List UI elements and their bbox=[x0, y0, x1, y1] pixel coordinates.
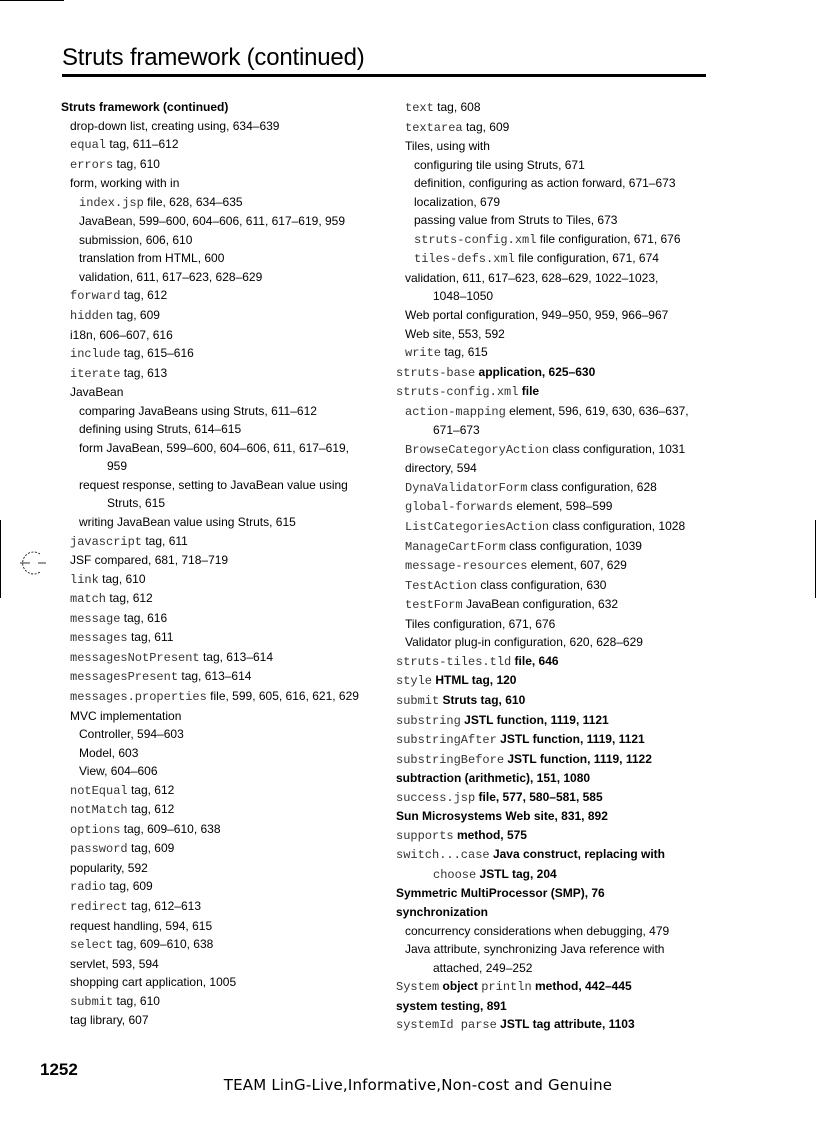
entry-text: method, 575 bbox=[453, 827, 527, 842]
entry-text: tag, 612 bbox=[106, 591, 153, 606]
code-term: iterate bbox=[70, 366, 121, 381]
entry-text: tag, 609 bbox=[113, 308, 160, 323]
entry-text: Java attribute, synchronizing Java reference with bbox=[405, 942, 665, 957]
entry-text: request response, setting to JavaBean value using bbox=[79, 477, 348, 492]
code-term: substringAfter bbox=[396, 733, 497, 748]
entry-text: popularity, 592 bbox=[70, 860, 148, 875]
entry-text: Validator plug-in configuration, 620, 628–629 bbox=[405, 635, 643, 650]
entry-text: tag, 611 bbox=[127, 630, 174, 645]
entry-text: submission, 606, 610 bbox=[79, 232, 193, 247]
code-term: link bbox=[70, 572, 99, 587]
index-entry bbox=[396, 691, 726, 711]
index-entry bbox=[396, 711, 726, 731]
index-entry bbox=[61, 667, 373, 687]
index-entry bbox=[61, 589, 373, 609]
index-entry bbox=[61, 135, 373, 155]
index-entry bbox=[396, 230, 726, 250]
entry-text: class configuration, 1031 bbox=[549, 441, 686, 456]
index-entry bbox=[396, 556, 726, 576]
code-term: submit bbox=[396, 693, 440, 708]
entry-text: subtraction (arithmetic), 151, 1080 bbox=[396, 771, 591, 786]
entry-text: JSTL tag, 204 bbox=[476, 866, 557, 881]
entry-text: tag, 612–613 bbox=[127, 898, 202, 913]
index-entry bbox=[61, 494, 373, 513]
entry-text: Sun Microsystems Web site, 831, 892 bbox=[396, 809, 608, 824]
entry-text: tag, 609–610, 638 bbox=[113, 937, 214, 952]
index-entry bbox=[396, 211, 726, 230]
entry-text: Tiles configuration, 671, 676 bbox=[405, 616, 556, 631]
entry-text: JSTL tag attribute, 1103 bbox=[496, 1017, 635, 1032]
code-term: substring bbox=[396, 713, 461, 728]
code-term: password bbox=[70, 842, 128, 857]
code-term: TestAction bbox=[405, 578, 478, 593]
entry-text: validation, 611, 617–623, 628–629 bbox=[79, 269, 263, 284]
index-entry bbox=[61, 326, 373, 345]
code-term: ListCategoriesAction bbox=[405, 520, 550, 535]
index-entry bbox=[396, 118, 726, 138]
index-entry bbox=[396, 174, 726, 193]
index-column-right bbox=[396, 98, 726, 1035]
index-entry bbox=[396, 325, 726, 344]
index-entry bbox=[61, 570, 373, 590]
entry-text: tag, 613–614 bbox=[199, 649, 274, 664]
code-term: struts-tiles.tld bbox=[396, 654, 512, 669]
index-entry bbox=[61, 707, 373, 726]
index-entry bbox=[61, 859, 373, 878]
index-entry bbox=[61, 744, 373, 763]
entry-text: shopping cart application, 1005 bbox=[70, 975, 237, 990]
code-term: println bbox=[481, 980, 532, 995]
entry-text: tag, 609–610, 638 bbox=[120, 821, 221, 836]
entry-text: object bbox=[439, 979, 482, 994]
index-entry bbox=[61, 420, 373, 439]
entry-text: validation, 611, 617–623, 628–629, 1022–1023, bbox=[405, 270, 659, 285]
code-term: messages.properties bbox=[70, 689, 207, 704]
entry-text: tag, 613 bbox=[120, 365, 168, 380]
index-entry bbox=[61, 212, 373, 231]
index-entry bbox=[61, 935, 373, 955]
index-entry bbox=[61, 306, 373, 326]
index-entry bbox=[61, 973, 373, 992]
code-term: include bbox=[70, 347, 121, 362]
code-term: match bbox=[70, 592, 107, 607]
entry-text: system testing, 891 bbox=[396, 998, 507, 1013]
entry-text: definition, configuring as action forward, 671–673 bbox=[414, 176, 676, 191]
index-entry bbox=[396, 652, 726, 672]
entry-text: file, 646 bbox=[511, 653, 559, 668]
entry-text: file, 577, 580–581, 585 bbox=[475, 789, 603, 804]
code-term: struts-config.xml bbox=[414, 232, 537, 247]
code-term: substringBefore bbox=[396, 752, 505, 767]
entry-text: class configuration, 1039 bbox=[505, 538, 642, 553]
entry-text: MVC implementation bbox=[70, 708, 182, 723]
entry-text: application, 625–630 bbox=[475, 364, 596, 379]
code-term: message-resources bbox=[405, 559, 528, 574]
entry-text: JSTL function, 1119, 1122 bbox=[504, 751, 652, 766]
index-entry bbox=[396, 865, 726, 885]
index-entry bbox=[61, 897, 373, 917]
page-number: 1252 bbox=[40, 1060, 78, 1079]
index-entry bbox=[396, 884, 726, 903]
entry-text: tag, 615–616 bbox=[120, 346, 194, 361]
code-term: options bbox=[70, 822, 121, 837]
index-entry bbox=[61, 551, 373, 570]
entry-text: directory, 594 bbox=[405, 461, 477, 476]
code-term: tiles-defs.xml bbox=[414, 252, 515, 267]
index-entry bbox=[396, 287, 726, 306]
entry-text: Struts tag, 610 bbox=[439, 692, 526, 707]
index-entry bbox=[61, 364, 373, 384]
index-entry bbox=[61, 687, 373, 707]
index-entry bbox=[396, 615, 726, 634]
entry-text: tag, 610 bbox=[113, 156, 160, 171]
index-entry bbox=[396, 788, 726, 808]
code-term: success.jsp bbox=[396, 790, 476, 805]
index-entry bbox=[396, 1015, 726, 1035]
footer-text: TEAM LinG-Live,Informative,Non-cost and Genuine bbox=[223, 1076, 613, 1094]
index-entry bbox=[396, 903, 726, 922]
code-term: write bbox=[405, 346, 442, 361]
page-title: Struts framework (continued) bbox=[62, 44, 365, 71]
code-term: notMatch bbox=[70, 803, 128, 818]
index-entry bbox=[61, 532, 373, 552]
index-entry bbox=[61, 820, 373, 840]
code-term: message bbox=[70, 611, 121, 626]
code-term: choose bbox=[433, 867, 477, 882]
entry-text: Symmetric MultiProcessor (SMP), 76 bbox=[396, 886, 605, 901]
entry-text: class configuration, 1028 bbox=[549, 519, 686, 534]
code-term: text bbox=[405, 101, 434, 115]
code-term: messagesNotPresent bbox=[70, 650, 200, 665]
index-entry bbox=[396, 845, 726, 865]
index-entry bbox=[396, 997, 726, 1016]
entry-text: element, 607, 629 bbox=[527, 558, 627, 573]
index-entry bbox=[61, 155, 373, 175]
index-entry bbox=[396, 497, 726, 517]
index-entry bbox=[396, 807, 726, 826]
entry-text: file, 628, 634–635 bbox=[143, 194, 243, 209]
entry-text: tag, 612 bbox=[120, 288, 168, 303]
entry-text: Web portal configuration, 949–950, 959, 966–967 bbox=[405, 308, 669, 323]
registration-mark-icon bbox=[20, 550, 46, 576]
code-term: forward bbox=[70, 289, 121, 304]
entry-text: comparing JavaBeans using Struts, 611–612 bbox=[79, 403, 317, 418]
index-entry bbox=[396, 671, 726, 691]
index-entry bbox=[61, 174, 373, 193]
code-term: systemId parse bbox=[396, 1018, 497, 1033]
entry-text: synchronization bbox=[396, 904, 489, 919]
code-term: switch...case bbox=[396, 848, 490, 863]
entry-text: tag, 610 bbox=[113, 993, 160, 1008]
index-entry bbox=[396, 940, 726, 959]
entry-text: Controller, 594–603 bbox=[79, 727, 184, 742]
index-entry bbox=[61, 286, 373, 306]
index-entry bbox=[396, 517, 726, 537]
entry-text: JavaBean configuration, 632 bbox=[462, 597, 619, 612]
index-entry bbox=[396, 537, 726, 557]
index-entry bbox=[396, 440, 726, 460]
entry-text: concurrency considerations when debugging, 479 bbox=[405, 923, 670, 938]
index-entry bbox=[396, 421, 726, 440]
entry-text: file configuration, 671, 676 bbox=[536, 231, 681, 246]
code-term: BrowseCategoryAction bbox=[405, 442, 550, 457]
entry-text: JavaBean, 599–600, 604–606, 611, 617–619, 959 bbox=[79, 214, 346, 229]
index-entry bbox=[61, 839, 373, 859]
index-entry bbox=[61, 231, 373, 250]
entry-text: tag, 611 bbox=[142, 533, 188, 548]
code-term: textarea bbox=[405, 120, 463, 135]
index-entry bbox=[61, 513, 373, 532]
index-entry bbox=[396, 382, 726, 402]
entry-text: tag, 613–614 bbox=[178, 669, 252, 684]
entry-text: Model, 603 bbox=[79, 745, 139, 760]
code-term: equal bbox=[70, 138, 107, 153]
index-entry bbox=[61, 781, 373, 801]
index-entry bbox=[396, 478, 726, 498]
entry-text: passing value from Struts to Tiles, 673 bbox=[414, 213, 618, 228]
index-entry bbox=[61, 628, 373, 648]
index-entry bbox=[61, 917, 373, 936]
index-entry bbox=[61, 609, 373, 629]
code-term: javascript bbox=[70, 534, 143, 549]
code-term: DynaValidatorForm bbox=[405, 480, 528, 495]
entry-text: HTML tag, 120 bbox=[432, 673, 517, 688]
entry-text: 1048–1050 bbox=[433, 289, 494, 304]
index-entry bbox=[396, 977, 726, 997]
code-term: submit bbox=[70, 994, 114, 1009]
entry-text: tag, 609 bbox=[462, 119, 510, 134]
entry-text: tag, 612 bbox=[127, 802, 175, 817]
entry-text: element, 598–599 bbox=[513, 499, 613, 514]
top-rule bbox=[0, 0, 64, 1]
entry-text: attached, 249–252 bbox=[433, 960, 533, 975]
index-entry bbox=[396, 959, 726, 978]
entry-text: Struts framework (continued) bbox=[61, 100, 229, 114]
index-entry bbox=[61, 762, 373, 781]
index-entry bbox=[396, 193, 726, 212]
entry-text: tag library, 607 bbox=[70, 1013, 149, 1028]
entry-text: class configuration, 628 bbox=[527, 479, 657, 494]
entry-text: form JavaBean, 599–600, 604–606, 611, 617–619, bbox=[79, 440, 349, 455]
entry-text: writing JavaBean value using Struts, 615 bbox=[79, 515, 296, 530]
entry-text: JSF compared, 681, 718–719 bbox=[70, 553, 229, 568]
index-entry bbox=[396, 156, 726, 175]
entry-text: tag, 612 bbox=[127, 782, 175, 797]
index-entry bbox=[396, 769, 726, 788]
code-term: action-mapping bbox=[405, 404, 506, 419]
index-entry bbox=[396, 306, 726, 325]
entry-text: tag, 608 bbox=[433, 100, 481, 114]
entry-text: servlet, 593, 594 bbox=[70, 956, 159, 971]
entry-text: Web site, 553, 592 bbox=[405, 326, 505, 341]
index-entry bbox=[61, 725, 373, 744]
entry-text: Java construct, replacing with bbox=[489, 847, 666, 862]
index-entry bbox=[396, 576, 726, 596]
entry-text: tag, 611–612 bbox=[106, 137, 179, 152]
entry-text: View, 604–606 bbox=[79, 764, 158, 779]
index-entry bbox=[61, 98, 373, 117]
entry-text: method, 442–445 bbox=[531, 979, 632, 994]
entry-text: JavaBean bbox=[70, 385, 124, 400]
entry-text: tag, 616 bbox=[120, 610, 168, 625]
index-entry bbox=[61, 402, 373, 421]
index-entry bbox=[396, 269, 726, 288]
code-term: global-forwards bbox=[405, 500, 514, 515]
code-term: messagesPresent bbox=[70, 670, 179, 685]
index-entry bbox=[396, 826, 726, 846]
index-entry bbox=[396, 595, 726, 615]
entry-text: tag, 615 bbox=[441, 345, 488, 360]
entry-text: file, 599, 605, 616, 621, 629 bbox=[206, 688, 359, 703]
index-entry bbox=[61, 457, 373, 476]
index-entry bbox=[61, 476, 373, 495]
code-term: index.jsp bbox=[79, 195, 144, 210]
index-column-left bbox=[61, 98, 373, 1030]
code-term: ManageCartForm bbox=[405, 539, 506, 554]
entry-text: configuring tile using Struts, 671 bbox=[414, 157, 585, 172]
index-entry bbox=[396, 459, 726, 478]
index-entry bbox=[396, 363, 726, 383]
index-entry bbox=[61, 344, 373, 364]
index-entry bbox=[396, 249, 726, 269]
index-entry bbox=[396, 633, 726, 652]
code-term: style bbox=[396, 674, 433, 689]
code-term: struts-base bbox=[396, 365, 476, 380]
entry-text: defining using Struts, 614–615 bbox=[79, 422, 242, 437]
code-term: radio bbox=[70, 880, 107, 895]
index-entry bbox=[396, 730, 726, 750]
entry-text: JSTL function, 1119, 1121 bbox=[496, 732, 645, 747]
entry-text: class configuration, 630 bbox=[477, 577, 607, 592]
index-entry bbox=[61, 383, 373, 402]
index-entry bbox=[61, 249, 373, 268]
entry-text: element, 596, 619, 630, 636–637, bbox=[505, 403, 689, 418]
entry-text: localization, 679 bbox=[414, 194, 501, 209]
entry-text: request handling, 594, 615 bbox=[70, 918, 213, 933]
entry-text: form, working with in bbox=[70, 176, 180, 191]
index-entry bbox=[61, 1011, 373, 1030]
index-entry bbox=[396, 343, 726, 363]
index-entry bbox=[61, 955, 373, 974]
code-term: notEqual bbox=[70, 783, 128, 798]
index-entry bbox=[61, 268, 373, 287]
entry-text: i18n, 606–607, 616 bbox=[70, 327, 173, 342]
entry-text: tag, 609 bbox=[106, 879, 153, 894]
code-term: struts-config.xml bbox=[396, 385, 519, 400]
index-entry bbox=[396, 98, 726, 118]
code-term: redirect bbox=[70, 899, 128, 914]
entry-text: drop-down list, creating using, 634–639 bbox=[70, 118, 280, 133]
entry-text: 959 bbox=[107, 459, 128, 474]
entry-text: tag, 610 bbox=[98, 571, 146, 586]
entry-text: file bbox=[518, 384, 540, 399]
entry-text: translation from HTML, 600 bbox=[79, 251, 225, 266]
code-term: hidden bbox=[70, 309, 114, 324]
entry-text: 671–673 bbox=[433, 423, 480, 438]
index-entry bbox=[61, 800, 373, 820]
index-entry bbox=[61, 439, 373, 458]
index-entry bbox=[61, 877, 373, 897]
code-term: messages bbox=[70, 631, 128, 646]
index-entry bbox=[396, 137, 726, 156]
index-entry bbox=[396, 922, 726, 941]
entry-text: Struts, 615 bbox=[107, 496, 166, 511]
index-entry bbox=[61, 193, 373, 213]
entry-text: Tiles, using with bbox=[405, 139, 490, 154]
code-term: select bbox=[70, 938, 114, 953]
index-entry bbox=[61, 117, 373, 136]
code-term: System bbox=[396, 980, 440, 995]
header-rule bbox=[62, 74, 706, 77]
code-term: supports bbox=[396, 828, 454, 843]
entry-text: tag, 609 bbox=[127, 841, 175, 856]
index-entry bbox=[61, 992, 373, 1012]
entry-text: JSTL function, 1119, 1121 bbox=[460, 712, 609, 727]
index-entry bbox=[61, 648, 373, 668]
code-term: errors bbox=[70, 157, 114, 172]
code-term: testForm bbox=[405, 598, 463, 613]
entry-text: file configuration, 671, 674 bbox=[514, 251, 659, 266]
index-entry bbox=[396, 750, 726, 770]
margin-mark-left bbox=[0, 520, 1, 598]
index-entry bbox=[396, 402, 726, 422]
